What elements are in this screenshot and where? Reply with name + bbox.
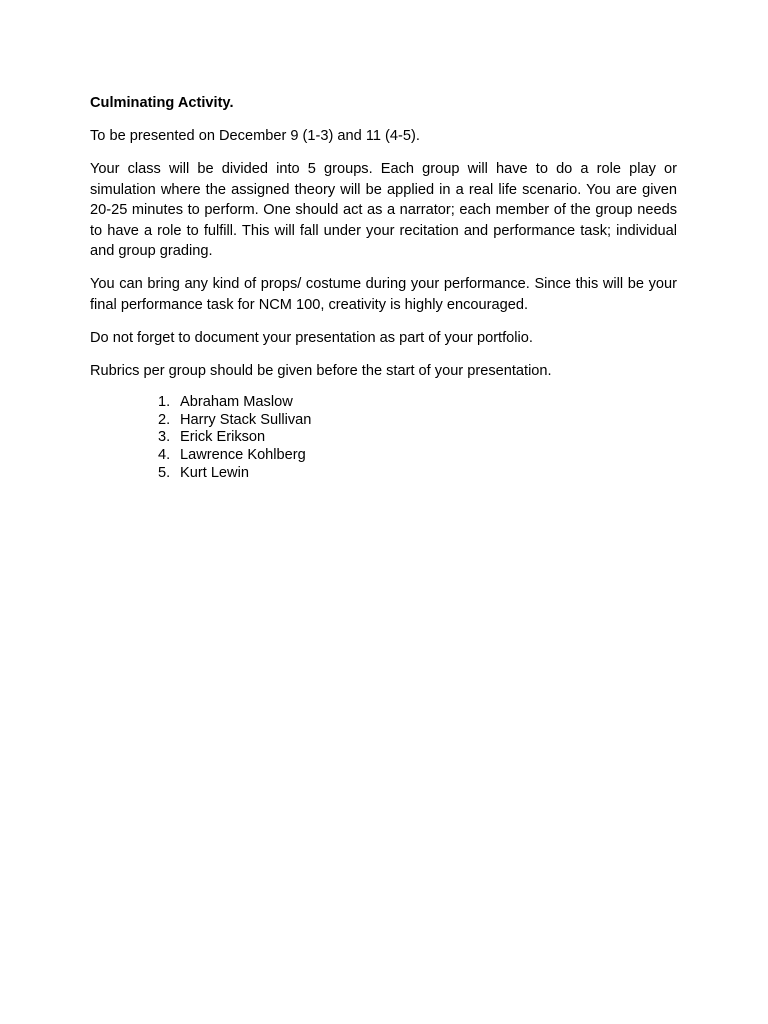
list-item-name: Erick Erikson — [180, 429, 266, 446]
list-item — [158, 447, 677, 465]
list-item — [158, 394, 677, 412]
rubrics-paragraph: Rubrics per group should be given before the start of your presentation. — [90, 362, 552, 379]
list-item-number: 5. — [158, 465, 171, 482]
list-item — [158, 429, 677, 447]
list-item-number: 3. — [158, 429, 171, 446]
document-page — [90, 93, 677, 483]
list-item — [158, 465, 677, 483]
list-item-number: 4. — [158, 447, 171, 464]
theorist-list — [90, 394, 677, 483]
document-title: Culminating Activity. — [90, 95, 234, 111]
list-item-name: Kurt Lewin — [180, 465, 249, 482]
list-item-number: 1. — [158, 393, 171, 410]
list-item-number: 2. — [158, 411, 171, 428]
list-item-name: Harry Stack Sullivan — [180, 411, 312, 428]
list-item — [158, 412, 677, 430]
props-costume-paragraph: You can bring any kind of props/ costume during your performance. Since this will be your final performance task for NCM 100, creativity is highly encouraged. — [90, 276, 677, 313]
group-instructions-paragraph: Your class will be divided into 5 groups. Each group will have to do a role play or simulation where the assigned theory will be applied in a real life scenario. You are given 20-25 minutes to perform. One should act as a narrator; each member of the group needs to have a role to fulfill. This will fall under your recitation and performance task; individual and group grading. — [90, 160, 677, 260]
list-item-name: Abraham Maslow — [180, 393, 293, 410]
documentation-reminder-paragraph: Do not forget to document your presentation as part of your portfolio. — [90, 329, 533, 346]
list-item-name: Lawrence Kohlberg — [180, 447, 306, 464]
presentation-dates-paragraph: To be presented on December 9 (1-3) and 11 (4-5). — [90, 127, 420, 144]
